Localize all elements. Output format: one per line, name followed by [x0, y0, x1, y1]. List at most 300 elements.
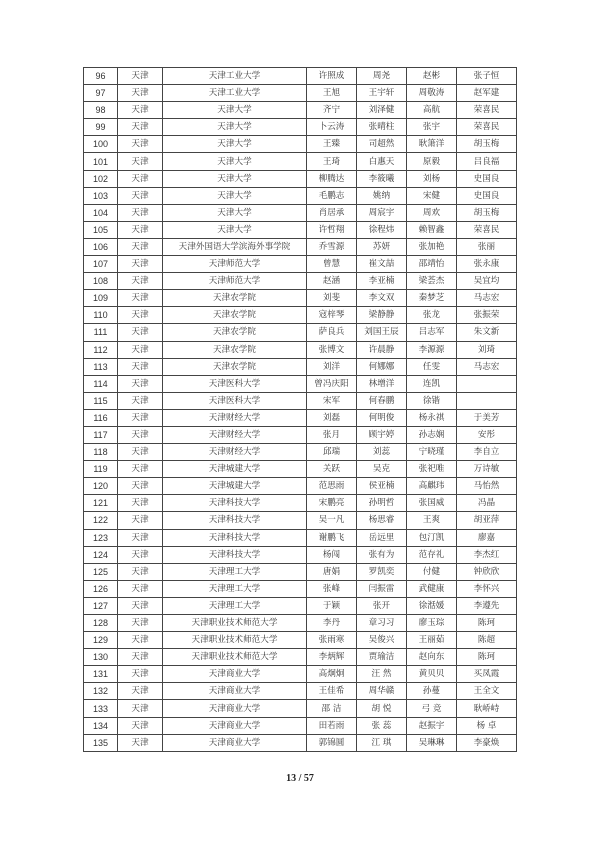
cell-member-3: 黄贝贝: [407, 666, 457, 683]
cell-row-number: 116: [84, 409, 118, 426]
cell-member-1: 肖居承: [307, 204, 357, 221]
table-row: [84, 734, 517, 751]
cell-member-2: 闫振雷: [357, 580, 407, 597]
cell-region: 天津: [118, 615, 163, 632]
cell-row-number: 97: [84, 85, 118, 102]
cell-member-2: 刘蕊: [357, 444, 407, 461]
cell-school: 天津大学: [163, 153, 307, 170]
cell-member-1: 李丹: [307, 615, 357, 632]
cell-member-1: 齐宁: [307, 102, 357, 119]
cell-region: 天津: [118, 426, 163, 443]
cell-row-number: 104: [84, 204, 118, 221]
cell-member-1: 杨闯: [307, 546, 357, 563]
table-row: [84, 580, 517, 597]
table-row: [84, 170, 517, 187]
cell-member-1: 范思雨: [307, 478, 357, 495]
cell-row-number: 121: [84, 495, 118, 512]
cell-advisor: 刘琦: [457, 341, 517, 358]
cell-member-1: 寇梓琴: [307, 307, 357, 324]
table-row: [84, 409, 517, 426]
cell-member-2: 梁静静: [357, 307, 407, 324]
cell-member-3: 付健: [407, 563, 457, 580]
table-row: [84, 324, 517, 341]
cell-row-number: 113: [84, 358, 118, 375]
cell-member-1: 张峰: [307, 580, 357, 597]
cell-member-2: 林增洋: [357, 375, 407, 392]
cell-member-2: 岳远里: [357, 529, 407, 546]
cell-member-3: 梁荟杰: [407, 273, 457, 290]
cell-row-number: 135: [84, 734, 118, 751]
cell-member-3: 高航: [407, 102, 457, 119]
cell-region: 天津: [118, 409, 163, 426]
table-row: [84, 358, 517, 375]
cell-row-number: 129: [84, 632, 118, 649]
cell-row-number: 117: [84, 426, 118, 443]
cell-advisor: 赵军建: [457, 85, 517, 102]
cell-row-number: 128: [84, 615, 118, 632]
cell-member-2: 顾宇婷: [357, 426, 407, 443]
cell-member-1: 赵涵: [307, 273, 357, 290]
cell-school: 天津科技大学: [163, 546, 307, 563]
cell-school: 天津医科大学: [163, 392, 307, 409]
cell-school: 天津师范大学: [163, 273, 307, 290]
cell-member-1: 张博文: [307, 341, 357, 358]
cell-member-3: 宋健: [407, 187, 457, 204]
cell-member-2: 刘泽健: [357, 102, 407, 119]
cell-school: 天津大学: [163, 136, 307, 153]
cell-row-number: 107: [84, 256, 118, 273]
cell-member-2: 章习习: [357, 615, 407, 632]
cell-member-2: 崔文喆: [357, 256, 407, 273]
table-row: [84, 461, 517, 478]
table-row: [84, 392, 517, 409]
cell-member-3: 王丽茹: [407, 632, 457, 649]
cell-member-1: 王琦: [307, 153, 357, 170]
cell-advisor: 史国良: [457, 170, 517, 187]
cell-row-number: 132: [84, 683, 118, 700]
table-row: [84, 649, 517, 666]
cell-member-3: 耿箫洋: [407, 136, 457, 153]
cell-member-2: 徐程炜: [357, 221, 407, 238]
cell-advisor: 于美芳: [457, 409, 517, 426]
cell-region: 天津: [118, 529, 163, 546]
cell-member-1: 曾慧: [307, 256, 357, 273]
table-row: [84, 119, 517, 136]
cell-member-2: 张 蕊: [357, 717, 407, 734]
table-row: [84, 717, 517, 734]
cell-region: 天津: [118, 85, 163, 102]
cell-region: 天津: [118, 461, 163, 478]
cell-school: 天津财经大学: [163, 444, 307, 461]
cell-school: 天津理工大学: [163, 563, 307, 580]
cell-school: 天津工业大学: [163, 68, 307, 85]
cell-member-1: 曾冯庆阳: [307, 375, 357, 392]
cell-advisor: 耿峤峙: [457, 700, 517, 717]
cell-member-3: 周欢: [407, 204, 457, 221]
cell-member-1: 田若雨: [307, 717, 357, 734]
cell-school: 天津大学: [163, 119, 307, 136]
cell-advisor: 李杰红: [457, 546, 517, 563]
cell-member-2: 司超然: [357, 136, 407, 153]
cell-advisor: 史国良: [457, 187, 517, 204]
cell-row-number: 124: [84, 546, 118, 563]
cell-member-3: 赵彬: [407, 68, 457, 85]
cell-member-1: 张雨寒: [307, 632, 357, 649]
cell-region: 天津: [118, 597, 163, 614]
cell-member-3: 邵靖怡: [407, 256, 457, 273]
table-row: [84, 341, 517, 358]
cell-advisor: 张子恒: [457, 68, 517, 85]
table-row: [84, 85, 517, 102]
cell-advisor: 马志宏: [457, 290, 517, 307]
cell-region: 天津: [118, 495, 163, 512]
table-row: [84, 563, 517, 580]
cell-member-2: 张开: [357, 597, 407, 614]
cell-member-3: 原毅: [407, 153, 457, 170]
cell-advisor: 荣喜民: [457, 221, 517, 238]
table-row: [84, 632, 517, 649]
cell-region: 天津: [118, 717, 163, 734]
cell-member-2: 何娜娜: [357, 358, 407, 375]
cell-member-2: 罗凯奕: [357, 563, 407, 580]
cell-school: 天津商业大学: [163, 734, 307, 751]
cell-row-number: 133: [84, 700, 118, 717]
cell-member-1: 许哲翔: [307, 221, 357, 238]
cell-region: 天津: [118, 307, 163, 324]
cell-advisor: 杨 卓: [457, 717, 517, 734]
cell-row-number: 127: [84, 597, 118, 614]
cell-school: 天津农学院: [163, 341, 307, 358]
cell-region: 天津: [118, 290, 163, 307]
cell-member-2: 李文双: [357, 290, 407, 307]
cell-member-3: 孙志娴: [407, 426, 457, 443]
cell-member-1: 吴一凡: [307, 512, 357, 529]
cell-advisor: 吕良福: [457, 153, 517, 170]
cell-school: 天津大学: [163, 102, 307, 119]
cell-row-number: 119: [84, 461, 118, 478]
cell-school: 天津外国语大学滨海外事学院: [163, 238, 307, 255]
cell-region: 天津: [118, 341, 163, 358]
cell-member-1: 卜云涛: [307, 119, 357, 136]
cell-member-3: 赵振宇: [407, 717, 457, 734]
cell-region: 天津: [118, 632, 163, 649]
cell-school: 天津城建大学: [163, 461, 307, 478]
cell-region: 天津: [118, 68, 163, 85]
cell-member-3: 刘杨: [407, 170, 457, 187]
cell-school: 天津科技大学: [163, 512, 307, 529]
cell-advisor: 朱文新: [457, 324, 517, 341]
cell-row-number: 115: [84, 392, 118, 409]
cell-region: 天津: [118, 119, 163, 136]
cell-member-3: 张加艳: [407, 238, 457, 255]
table-row: [84, 307, 517, 324]
cell-region: 天津: [118, 221, 163, 238]
cell-member-3: 廖玉琮: [407, 615, 457, 632]
cell-region: 天津: [118, 512, 163, 529]
cell-advisor: 马怡然: [457, 478, 517, 495]
cell-region: 天津: [118, 170, 163, 187]
table-row: [84, 290, 517, 307]
cell-member-3: 王爽: [407, 512, 457, 529]
table-row: [84, 529, 517, 546]
cell-member-2: 何春鹏: [357, 392, 407, 409]
cell-row-number: 112: [84, 341, 118, 358]
cell-member-3: 张国威: [407, 495, 457, 512]
cell-member-2: 周尧: [357, 68, 407, 85]
cell-region: 天津: [118, 204, 163, 221]
cell-member-1: 刘斐: [307, 290, 357, 307]
cell-member-3: 张祀唯: [407, 461, 457, 478]
table-row: [84, 375, 517, 392]
table-row: [84, 478, 517, 495]
cell-school: 天津财经大学: [163, 426, 307, 443]
cell-row-number: 111: [84, 324, 118, 341]
cell-row-number: 126: [84, 580, 118, 597]
cell-row-number: 131: [84, 666, 118, 683]
cell-member-2: 杨思睿: [357, 512, 407, 529]
cell-member-3: 周敬涛: [407, 85, 457, 102]
cell-member-3: 徐锴: [407, 392, 457, 409]
cell-school: 天津职业技术师范大学: [163, 615, 307, 632]
cell-region: 天津: [118, 136, 163, 153]
cell-advisor: 李豪焕: [457, 734, 517, 751]
cell-member-1: 唐娟: [307, 563, 357, 580]
cell-member-3: 徐湉媛: [407, 597, 457, 614]
cell-region: 天津: [118, 580, 163, 597]
cell-member-2: 吴克: [357, 461, 407, 478]
cell-school: 天津工业大学: [163, 85, 307, 102]
table-row: [84, 204, 517, 221]
cell-member-1: 高炯炯: [307, 666, 357, 683]
cell-member-3: 李源源: [407, 341, 457, 358]
cell-advisor: 李自立: [457, 444, 517, 461]
cell-member-1: 萨良兵: [307, 324, 357, 341]
cell-row-number: 96: [84, 68, 118, 85]
cell-member-1: 刘磊: [307, 409, 357, 426]
cell-school: 天津大学: [163, 170, 307, 187]
cell-school: 天津职业技术师范大学: [163, 632, 307, 649]
cell-member-1: 王旭: [307, 85, 357, 102]
cell-row-number: 100: [84, 136, 118, 153]
cell-region: 天津: [118, 649, 163, 666]
cell-member-3: 连凯: [407, 375, 457, 392]
cell-row-number: 101: [84, 153, 118, 170]
cell-row-number: 118: [84, 444, 118, 461]
table-row: [84, 597, 517, 614]
cell-school: 天津农学院: [163, 307, 307, 324]
cell-row-number: 106: [84, 238, 118, 255]
cell-row-number: 120: [84, 478, 118, 495]
table-row: [84, 683, 517, 700]
cell-region: 天津: [118, 563, 163, 580]
cell-school: 天津农学院: [163, 324, 307, 341]
cell-advisor: 冯晶: [457, 495, 517, 512]
cell-school: 天津商业大学: [163, 666, 307, 683]
cell-row-number: 125: [84, 563, 118, 580]
cell-member-2: 李亚楠: [357, 273, 407, 290]
cell-region: 天津: [118, 358, 163, 375]
cell-member-2: 姚纳: [357, 187, 407, 204]
cell-school: 天津师范大学: [163, 256, 307, 273]
cell-region: 天津: [118, 734, 163, 751]
table-row: [84, 273, 517, 290]
table-row: [84, 444, 517, 461]
cell-advisor: 王全文: [457, 683, 517, 700]
cell-row-number: 103: [84, 187, 118, 204]
cell-school: 天津理工大学: [163, 597, 307, 614]
cell-region: 天津: [118, 375, 163, 392]
cell-school: 天津大学: [163, 221, 307, 238]
cell-region: 天津: [118, 238, 163, 255]
cell-member-2: 孙明哲: [357, 495, 407, 512]
table-row: [84, 238, 517, 255]
cell-member-3: 宁晓瑾: [407, 444, 457, 461]
cell-member-2: 张有为: [357, 546, 407, 563]
cell-region: 天津: [118, 273, 163, 290]
table-row: [84, 546, 517, 563]
cell-school: 天津医科大学: [163, 375, 307, 392]
cell-advisor: [457, 375, 517, 392]
table-row: [84, 221, 517, 238]
cell-member-2: 江 琪: [357, 734, 407, 751]
cell-advisor: 万诗敏: [457, 461, 517, 478]
cell-member-1: 于颖: [307, 597, 357, 614]
table-row: [84, 700, 517, 717]
cell-school: 天津商业大学: [163, 717, 307, 734]
table-body: [84, 68, 517, 752]
cell-advisor: 钟欣欣: [457, 563, 517, 580]
cell-region: 天津: [118, 324, 163, 341]
cell-member-3: 张宇: [407, 119, 457, 136]
cell-row-number: 110: [84, 307, 118, 324]
cell-row-number: 98: [84, 102, 118, 119]
table-row: [84, 256, 517, 273]
cell-member-3: 赖智鑫: [407, 221, 457, 238]
cell-school: 天津科技大学: [163, 529, 307, 546]
cell-school: 天津财经大学: [163, 409, 307, 426]
cell-member-3: 孙蔓: [407, 683, 457, 700]
cell-advisor: 李怀兴: [457, 580, 517, 597]
cell-member-1: 邱瑞: [307, 444, 357, 461]
cell-member-3: 吴琳琳: [407, 734, 457, 751]
cell-advisor: 吴宜均: [457, 273, 517, 290]
table-row: [84, 136, 517, 153]
cell-member-1: 宋军: [307, 392, 357, 409]
cell-member-1: 李炳辉: [307, 649, 357, 666]
cell-row-number: 123: [84, 529, 118, 546]
cell-advisor: [457, 392, 517, 409]
cell-member-2: 王宇轩: [357, 85, 407, 102]
cell-member-1: 刘洋: [307, 358, 357, 375]
cell-advisor: 陈超: [457, 632, 517, 649]
table-row: [84, 153, 517, 170]
cell-row-number: 122: [84, 512, 118, 529]
cell-advisor: 买凤霞: [457, 666, 517, 683]
cell-member-2: 苏妍: [357, 238, 407, 255]
cell-advisor: 李遵先: [457, 597, 517, 614]
cell-advisor: 胡玉梅: [457, 136, 517, 153]
cell-region: 天津: [118, 256, 163, 273]
table-row: [84, 187, 517, 204]
cell-member-2: 侯亚楠: [357, 478, 407, 495]
cell-member-3: 包汀凯: [407, 529, 457, 546]
cell-member-3: 高麒玮: [407, 478, 457, 495]
table-row: [84, 512, 517, 529]
cell-member-2: 吴俊兴: [357, 632, 407, 649]
cell-member-3: 弓 竞: [407, 700, 457, 717]
cell-school: 天津农学院: [163, 290, 307, 307]
cell-member-3: 武健康: [407, 580, 457, 597]
cell-region: 天津: [118, 102, 163, 119]
table-row: [84, 495, 517, 512]
cell-school: 天津城建大学: [163, 478, 307, 495]
cell-advisor: 张丽: [457, 238, 517, 255]
cell-row-number: 105: [84, 221, 118, 238]
cell-advisor: 陈珂: [457, 649, 517, 666]
cell-member-3: 张龙: [407, 307, 457, 324]
cell-member-1: 宋鹏亮: [307, 495, 357, 512]
cell-advisor: 廖嘉: [457, 529, 517, 546]
cell-member-1: 柳腾达: [307, 170, 357, 187]
cell-advisor: 马志宏: [457, 358, 517, 375]
cell-school: 天津商业大学: [163, 683, 307, 700]
cell-member-2: 刘国王辰: [357, 324, 407, 341]
cell-member-1: 关跃: [307, 461, 357, 478]
cell-member-2: 李筱曦: [357, 170, 407, 187]
cell-member-3: 范存礼: [407, 546, 457, 563]
cell-region: 天津: [118, 700, 163, 717]
table-row: [84, 615, 517, 632]
cell-member-2: 何明俊: [357, 409, 407, 426]
cell-member-3: 秦梦芝: [407, 290, 457, 307]
cell-member-1: 谢鹏飞: [307, 529, 357, 546]
cell-member-2: 张晴柱: [357, 119, 407, 136]
cell-advisor: 张永康: [457, 256, 517, 273]
cell-member-1: 许照成: [307, 68, 357, 85]
cell-row-number: 99: [84, 119, 118, 136]
cell-member-2: 白惠天: [357, 153, 407, 170]
cell-member-3: 赵向东: [407, 649, 457, 666]
page-number: 13 / 57: [286, 773, 314, 784]
cell-member-1: 张月: [307, 426, 357, 443]
cell-row-number: 134: [84, 717, 118, 734]
cell-region: 天津: [118, 546, 163, 563]
cell-member-2: 贾瑜洁: [357, 649, 407, 666]
cell-member-1: 郭锦圆: [307, 734, 357, 751]
cell-member-1: 乔雪源: [307, 238, 357, 255]
table-row: [84, 426, 517, 443]
cell-member-2: 胡 悦: [357, 700, 407, 717]
table-row: [84, 102, 517, 119]
cell-advisor: 荣喜民: [457, 102, 517, 119]
cell-advisor: 安彤: [457, 426, 517, 443]
cell-member-1: 邵 洁: [307, 700, 357, 717]
table-row: [84, 666, 517, 683]
cell-row-number: 108: [84, 273, 118, 290]
cell-member-2: 周宸宇: [357, 204, 407, 221]
cell-school: 天津理工大学: [163, 580, 307, 597]
cell-member-2: 周华赣: [357, 683, 407, 700]
cell-school: 天津科技大学: [163, 495, 307, 512]
cell-row-number: 109: [84, 290, 118, 307]
cell-region: 天津: [118, 444, 163, 461]
cell-school: 天津大学: [163, 204, 307, 221]
cell-advisor: 荣喜民: [457, 119, 517, 136]
cell-region: 天津: [118, 666, 163, 683]
cell-school: 天津职业技术师范大学: [163, 649, 307, 666]
cell-member-2: 许晨静: [357, 341, 407, 358]
cell-advisor: 张振荣: [457, 307, 517, 324]
